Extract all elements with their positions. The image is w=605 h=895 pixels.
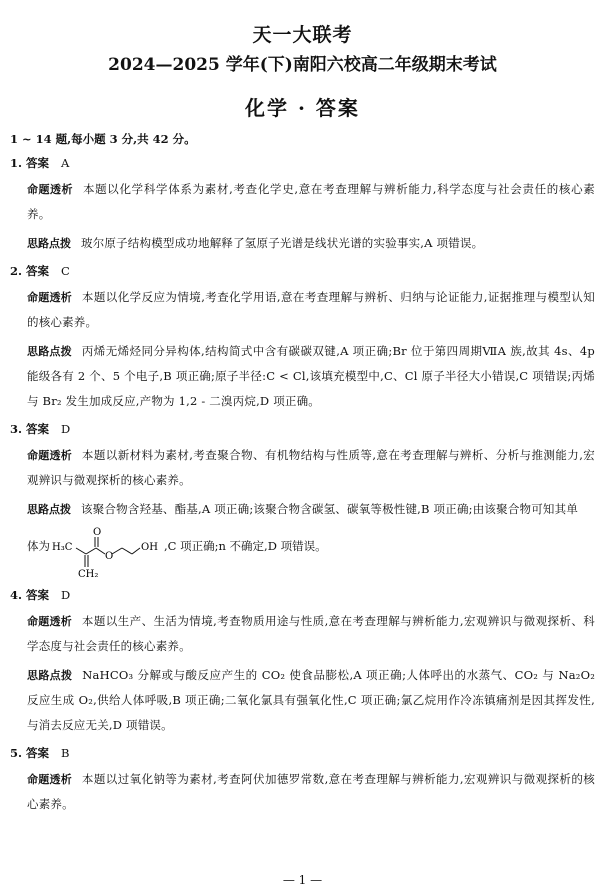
question-number: 1. xyxy=(10,156,23,170)
analysis-label: 命题透析 xyxy=(27,615,72,628)
question-3 xyxy=(10,420,595,580)
hint-paragraph xyxy=(10,497,595,522)
analysis-paragraph xyxy=(10,767,595,817)
hint-label: 思路点拨 xyxy=(27,237,71,250)
answer-letter: C xyxy=(61,264,70,278)
subject-title: 化学 · 答案 xyxy=(245,96,360,120)
answer-letter: B xyxy=(61,746,70,760)
analysis-label: 命题透析 xyxy=(27,449,72,462)
monomer-structure-diagram xyxy=(52,526,162,580)
analysis-text: 本题以新材料为素材,考查聚合物、有机物结构与性质等,意在考查理解与辨析、分析与推测能力,宏观辨识与微观探析的核心素养。 xyxy=(27,448,595,487)
answer-line xyxy=(10,744,595,762)
analysis-text: 本题以生产、生活为情境,考查物质用途与性质,意在考查理解与辨析能力,宏观辨识与微观探析、科学态度与社会责任的核心素养。 xyxy=(27,614,595,653)
exam-title: 2024—2025 学年(下)南阳六校高二年级期末考试 xyxy=(108,55,497,75)
answer-line xyxy=(10,586,595,604)
answer-label: 答案 xyxy=(26,422,50,436)
hint-paragraph xyxy=(10,663,595,738)
formula-suffix: ,C 项正确;n 不确定,D 项错误。 xyxy=(164,539,327,553)
answer-label: 答案 xyxy=(26,588,50,602)
question-number: 2. xyxy=(10,264,23,278)
answer-letter: A xyxy=(61,156,70,170)
hint-text: 玻尔原子结构模型成功地解释了氢原子光谱是线状光谱的实验事实,A 项错误。 xyxy=(81,236,484,250)
analysis-label: 命题透析 xyxy=(27,183,73,196)
answer-line xyxy=(10,420,595,438)
analysis-paragraph xyxy=(10,609,595,659)
answer-letter: D xyxy=(61,422,71,436)
analysis-paragraph xyxy=(10,177,595,227)
hint-text: NaHCO₃ 分解或与酸反应产生的 CO₂ 使食品膨松,A 项正确;人体呼出的水蒸气、CO₂ 与 Na₂O₂ 反应生成 O₂,供给人体呼吸,B 项正确;二氧化氯具有强氧化性,C 项正确;氯乙烷用作冷冻镇痛剂是因其挥发性,与消去反应无关,D 项错误。 xyxy=(27,668,596,732)
analysis-paragraph xyxy=(10,285,595,335)
hint-paragraph xyxy=(10,231,595,256)
hint-paragraph xyxy=(10,339,595,414)
answer-label: 答案 xyxy=(26,156,50,170)
answer-letter: D xyxy=(61,588,71,602)
analysis-label: 命题透析 xyxy=(27,291,72,304)
analysis-text: 本题以化学科学体系为素材,考查化学史,意在考查理解与辨析能力,科学态度与社会责任的核心素养。 xyxy=(27,182,595,221)
methylene-label: CH₂ xyxy=(78,569,99,580)
answer-line xyxy=(10,154,595,172)
answer-line xyxy=(10,262,595,280)
analysis-text: 本题以化学反应为情境,考查化学用语,意在考查理解与辨析、归纳与论证能力,证据推理与模型认知的核心素养。 xyxy=(27,290,595,329)
hint-label: 思路点拨 xyxy=(27,503,71,516)
carbonyl-oxygen-label: O xyxy=(93,527,102,538)
ester-oxygen-label: O xyxy=(105,551,114,562)
hint-label: 思路点拨 xyxy=(27,669,73,682)
hint-text: 丙烯无烯烃同分异构体,结构简式中含有碳碳双键,A 项正确;Br 位于第四周期ⅦA 族,故其 4s、4p 能级各有 2 个、5 个电子,B 项正确;原子半径:C < Cl,该填充模型中,C、Cl 原子半径大小错误,C 项错误;丙烯与 Br₂ 发生加成反应,产物为 1,2 - 二溴丙烷,D 项正确。 xyxy=(27,344,595,408)
methyl-label: H₃C xyxy=(52,542,73,553)
hint-label: 思路点拨 xyxy=(27,345,72,358)
analysis-text: 本题以过氧化钠等为素材,考查阿伏加德罗常数,意在考查理解与辨析能力,宏观辨识与微观探析的核心素养。 xyxy=(27,772,595,811)
question-2 xyxy=(10,262,595,414)
page-number: — 1 — xyxy=(282,873,323,887)
question-1 xyxy=(10,154,595,256)
analysis-paragraph xyxy=(10,443,595,493)
question-number: 5. xyxy=(10,746,23,760)
header-title: 天一大联考 xyxy=(252,24,353,46)
analysis-label: 命题透析 xyxy=(27,773,72,786)
question-number: 3. xyxy=(10,422,23,436)
formula-prefix: 体为 xyxy=(27,539,50,553)
answer-label: 答案 xyxy=(26,264,50,278)
question-4 xyxy=(10,586,595,738)
hydroxyl-label: OH xyxy=(141,542,158,553)
answer-content xyxy=(10,130,595,821)
question-number: 4. xyxy=(10,588,23,602)
answer-label: 答案 xyxy=(26,746,50,760)
hint-text: 该聚合物含羟基、酯基,A 项正确;该聚合物含碳氢、碳氧等极性键,B 项正确;由该聚合物可知其单 xyxy=(81,502,579,516)
intro-line: 1 ~ 14 题,每小题 3 分,共 42 分。 xyxy=(10,132,196,146)
monomer-formula-line xyxy=(10,526,595,580)
question-5 xyxy=(10,744,595,817)
